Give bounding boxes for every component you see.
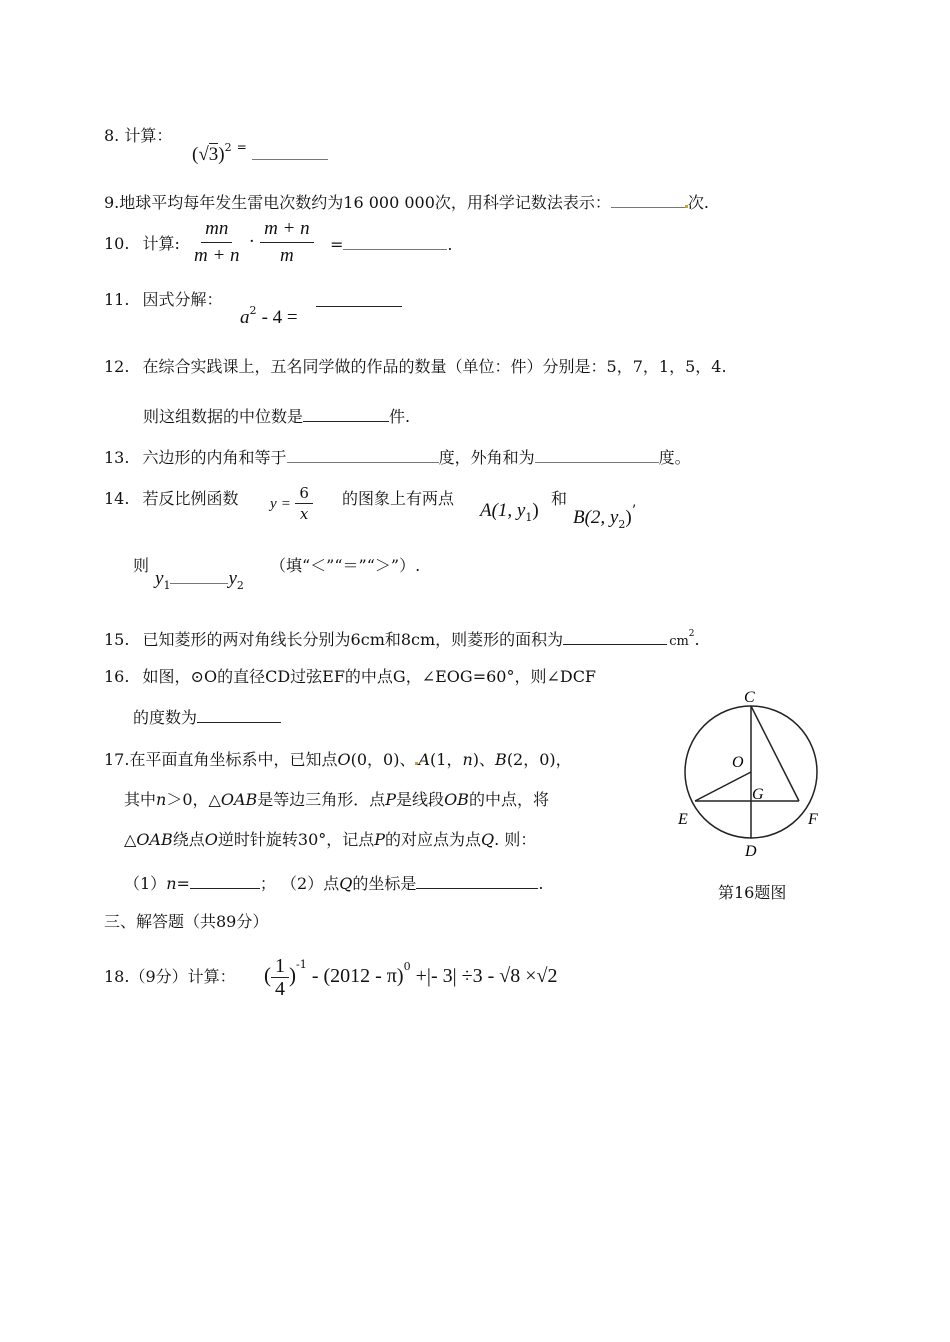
answer-blank[interactable]	[563, 628, 667, 645]
question-text-2: 度，外角和为	[438, 448, 535, 467]
fraction-one-quarter	[271, 955, 289, 1000]
question-text: 的图象上有两点	[342, 489, 455, 508]
expression-part-2: - (2012 - π)	[311, 965, 404, 987]
question-17-line3	[124, 829, 536, 851]
question-number: 18.	[104, 967, 130, 986]
question-text: 逆时针旋转30°，记点	[217, 830, 375, 849]
question-text: 在平面直角坐标系中，已知点	[129, 750, 338, 769]
conjunction-and: 和	[551, 489, 568, 508]
question-text: 如图，⊙O的直径CD过弦EF的中点G，∠EOG=60°，则∠DCF	[142, 667, 597, 686]
question-text: 已知菱形的两对角线长分别为6cm和8cm，则菱形的面积为	[142, 630, 564, 649]
label-g: G	[752, 786, 764, 803]
section-3-title: 三、解答题（共89分）	[104, 912, 269, 931]
question-text: . 则：	[494, 830, 537, 849]
point-q: Q	[339, 874, 353, 893]
exponent: 2	[224, 141, 232, 154]
period: .	[694, 630, 700, 649]
subscript-1: 1	[163, 579, 171, 592]
point-b: B	[495, 750, 507, 769]
answer-blank-1[interactable]	[190, 872, 260, 889]
part-2-label: （2）点	[281, 874, 340, 893]
point-b: B(2, y	[573, 507, 619, 528]
question-text: ＞0，△	[166, 790, 221, 809]
fraction-numerator: 6	[295, 483, 313, 504]
figure-caption: 第16题图	[718, 883, 787, 902]
unit-exponent: 2	[688, 629, 695, 639]
answer-blank[interactable]	[303, 405, 389, 422]
paren-close: )	[218, 144, 225, 165]
question-17	[104, 749, 572, 771]
question-tail: 度。	[658, 448, 691, 467]
question-text: 绕点	[172, 830, 205, 849]
semicolon: ；	[259, 874, 276, 893]
variable-y1: y	[155, 568, 164, 589]
label-e: E	[678, 811, 688, 828]
fraction-1	[190, 216, 244, 269]
expression-rest: - 4 =	[261, 307, 298, 328]
coord-a-close: )	[472, 750, 480, 769]
question-number: 17.	[104, 750, 130, 769]
label-o: O	[732, 754, 744, 771]
q11-expression	[240, 300, 298, 329]
coord-o: (0，0)	[350, 750, 400, 769]
question-text: 其中	[124, 790, 157, 809]
exponent: 2	[249, 304, 257, 317]
q14-line2	[133, 555, 149, 577]
fraction-numerator: 1	[271, 955, 289, 978]
equals-sign: =	[281, 496, 291, 512]
label-c: C	[744, 689, 755, 706]
question-label: 因式分解：	[142, 290, 223, 309]
point-o: O	[204, 830, 218, 849]
question-text: 在综合实践课上，五名同学做的作品的数量（单位：件）分别是：5，7，1，5，4.	[142, 357, 727, 376]
fraction-denominator: x	[299, 505, 309, 523]
question-number: 16.	[104, 667, 130, 686]
coord-a: (1，	[430, 750, 463, 769]
period: .	[538, 874, 544, 893]
question-16-line2	[133, 706, 281, 729]
point-p: P	[385, 790, 397, 809]
paren-open: (	[192, 144, 199, 165]
fill-hint: （填“＜”“＝”“＞”）.	[270, 556, 421, 575]
variable-a: a	[240, 307, 250, 328]
question-text: 六边形的内角和等于	[142, 448, 287, 467]
variable-n: n	[166, 874, 177, 893]
q14-compare	[155, 568, 244, 597]
label-d: D	[745, 843, 757, 860]
function-fraction	[295, 483, 313, 524]
paren-close: )	[289, 963, 296, 987]
question-number: 9.	[104, 193, 120, 212]
unit: cm	[669, 634, 689, 649]
question-12	[104, 356, 727, 378]
question-17-line2	[124, 789, 549, 811]
expression-part-3: +|- 3| ÷3 - √8 ×√2	[415, 965, 558, 987]
question-label: （9分）计算：	[129, 967, 236, 986]
paren-close: )	[625, 507, 632, 528]
question-14	[104, 488, 239, 510]
question-9	[104, 191, 709, 214]
q14-point-a	[480, 500, 539, 529]
radicand: 3	[208, 144, 219, 165]
question-label: 计算：	[124, 126, 173, 145]
question-text: △	[124, 830, 137, 849]
point-a: A(1, y	[480, 500, 526, 521]
subscript-2: 2	[618, 518, 626, 531]
question-text: 是线段	[396, 790, 445, 809]
answer-blank-1[interactable]	[287, 446, 439, 463]
question-12-line2	[143, 405, 410, 428]
question-13	[104, 446, 691, 469]
question-number: 10.	[104, 234, 130, 253]
variable-y: y	[270, 496, 277, 512]
q14-text-2	[342, 488, 454, 510]
answer-blank[interactable]	[343, 233, 447, 250]
equals-sign: =	[236, 140, 247, 154]
question-text: 则	[133, 556, 150, 575]
variable-y2: y	[228, 568, 237, 589]
sqrt-symbol: √	[198, 144, 209, 165]
variable-n: n	[462, 750, 473, 769]
separator: 、	[479, 750, 496, 769]
question-number: 11.	[104, 290, 130, 309]
answer-blank[interactable]	[611, 191, 685, 208]
question-10-number	[104, 233, 180, 255]
triangle-oab: OAB	[136, 830, 173, 849]
segment-oe	[695, 772, 751, 801]
q18-expression	[264, 954, 557, 1000]
fraction-2	[260, 216, 314, 269]
exponent-neg-one: -1	[296, 958, 307, 971]
question-number: 14.	[104, 489, 130, 508]
question-8	[104, 125, 172, 147]
equals-sign: =	[176, 874, 190, 893]
q10-expression	[190, 216, 314, 269]
segment-ob: OB	[444, 790, 469, 809]
multiply-dot: ·	[248, 231, 255, 252]
paren-close: )	[532, 500, 539, 521]
question-15	[104, 623, 700, 653]
q14-point-b	[573, 500, 636, 536]
exponent-zero: 0	[403, 960, 411, 973]
point-p: P	[374, 830, 386, 849]
fraction-2-denominator: m	[279, 245, 294, 266]
q10-answer	[330, 233, 453, 256]
answer-blank[interactable]	[252, 143, 328, 160]
fraction-1-denominator: m + n	[194, 245, 240, 266]
question-number: 12.	[104, 357, 130, 376]
question-label: 计算:	[142, 234, 180, 253]
question-text: 地球平均每年发生雷电次数约为16 000 000次，用科学记数法表示：	[119, 193, 611, 212]
variable-n: n	[156, 790, 167, 809]
fraction-1-numerator: mn	[201, 216, 232, 243]
coord-b: (2，0)，	[506, 750, 572, 769]
question-tail: 件.	[389, 407, 411, 426]
answer-blank-2[interactable]	[416, 872, 538, 889]
question-17-line4	[124, 872, 543, 895]
label-f: F	[808, 811, 818, 828]
point-q: Q	[481, 830, 495, 849]
paren-open: (	[264, 963, 271, 987]
question-text: 是等边三角形．点	[257, 790, 386, 809]
fraction-2-numerator: m + n	[260, 216, 314, 243]
question-text: 则这组数据的中位数是	[143, 407, 304, 426]
question-number: 15.	[104, 630, 130, 649]
circle-figure	[672, 686, 842, 862]
subscript-1: 1	[525, 511, 533, 524]
question-text: 的中点，将	[468, 790, 549, 809]
fraction-denominator: 4	[275, 978, 285, 1000]
point-o: O	[337, 750, 351, 769]
question-number: 13.	[104, 448, 130, 467]
q14-and	[551, 488, 567, 510]
answer-blank[interactable]	[316, 290, 402, 307]
period: .	[447, 235, 453, 254]
point-a: A	[418, 750, 431, 769]
separator: 、	[399, 750, 416, 769]
subscript-2: 2	[236, 579, 244, 592]
question-18	[104, 966, 236, 988]
question-11	[104, 289, 223, 311]
equals-sign: =	[330, 235, 344, 254]
q14-function	[270, 483, 313, 524]
question-text: 若反比例函数	[142, 489, 239, 508]
question-text: 的度数为	[133, 708, 198, 727]
q11-blank-wrap	[316, 290, 402, 313]
answer-blank-2[interactable]	[535, 446, 659, 463]
question-tail: 次.	[687, 193, 709, 212]
question-16	[104, 666, 596, 688]
part-1-label: （1）	[124, 874, 167, 893]
triangle-oab: OAB	[220, 790, 258, 809]
comma: ’	[631, 503, 637, 519]
answer-blank[interactable]	[170, 571, 228, 584]
question-number: 8.	[104, 126, 120, 145]
q14-hint	[270, 555, 420, 577]
answer-blank[interactable]	[197, 706, 281, 723]
question-text: 的对应点为点	[385, 830, 482, 849]
question-text: 的坐标是	[352, 874, 417, 893]
q8-expression	[192, 136, 328, 166]
